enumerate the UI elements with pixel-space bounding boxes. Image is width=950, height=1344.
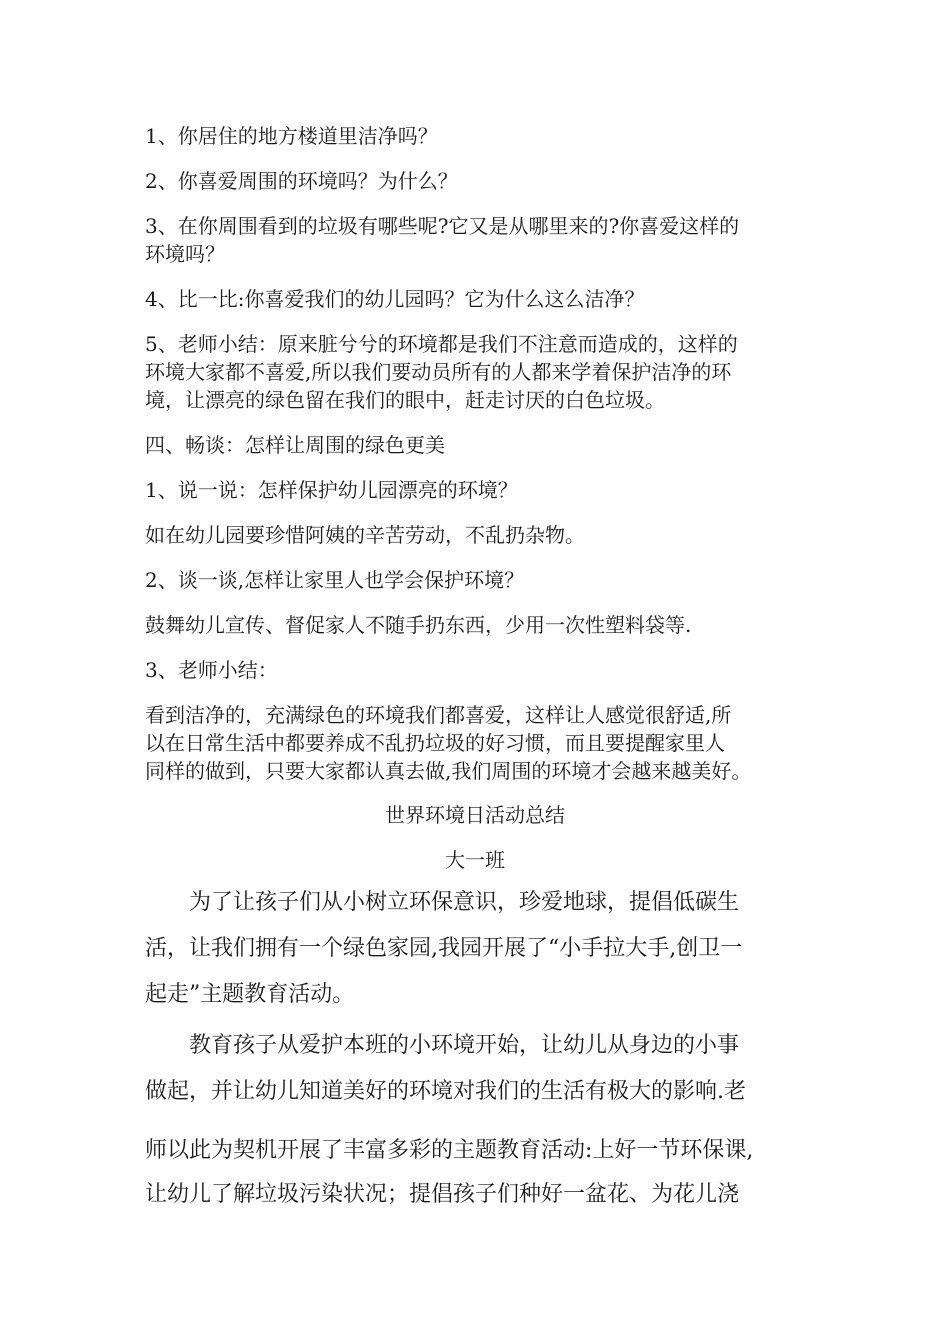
text-line: 5、老师小结：原来脏兮兮的环境都是我们不注意而造成的，这样的 — [145, 332, 738, 356]
text-line: 为了让孩子们从小树立环保意识，珍爱地球，提倡低碳生 — [145, 890, 740, 915]
text-line: 环境大家都不喜爱,所以我们要动员所有的人都来学着保护洁净的环 — [145, 360, 732, 384]
text-line: 1、说一说：怎样保护幼儿园漂亮的环境？ — [145, 478, 518, 502]
text-line: 师以此为契机开展了丰富多彩的主题教育活动:上好一节环保课, — [145, 1138, 754, 1163]
text-line: 同样的做到，只要大家都认真去做,我们周围的环境才会越来越美好。 — [145, 759, 752, 783]
text-line: 如在幼儿园要珍惜阿姨的辛苦劳动，不乱扔杂物。 — [145, 523, 585, 547]
text-line: 鼓舞幼儿宣传、督促家人不随手扔东西，少用一次性塑料袋等. — [145, 613, 692, 637]
text-line: 环境吗？ — [145, 242, 225, 266]
summary-subtitle: 大一班 — [445, 848, 505, 872]
text-line: 2、谈一谈,怎样让家里人也学会保护环境？ — [145, 568, 525, 592]
text-line: 看到洁净的，充满绿色的环境我们都喜爱，这样让人感觉很舒适,所 — [145, 703, 732, 727]
text-line: 让幼儿了解垃圾污染状况；提倡孩子们种好一盆花、为花儿浇 — [145, 1182, 740, 1207]
summary-title: 世界环境日活动总结 — [385, 803, 565, 827]
text-line: 境，让漂亮的绿色留在我们的眼中，赶走讨厌的白色垃圾。 — [145, 388, 665, 412]
text-line: 3、在你周围看到的垃圾有哪些呢?它又是从哪里来的?你喜爱这样的 — [145, 214, 740, 238]
text-line: 2、你喜爱周围的环境吗？为什么？ — [145, 169, 458, 193]
text-line: 做起，并让幼儿知道美好的环境对我们的生活有极大的影响.老 — [145, 1079, 746, 1104]
text-line: 3、老师小结： — [145, 658, 278, 682]
text-line: 活，让我们拥有一个绿色家园,我园开展了“小手拉大手,创卫一 — [145, 936, 743, 961]
text-line: 起走”主题教育活动。 — [145, 982, 355, 1007]
text-line: 4、比一比:你喜爱我们的幼儿园吗？它为什么这么洁净？ — [145, 287, 645, 311]
text-line: 1、你居住的地方楼道里洁净吗？ — [145, 124, 438, 148]
text-line: 教育孩子从爱护本班的小环境开始，让幼儿从身边的小事 — [145, 1033, 740, 1058]
section-heading: 四、畅谈：怎样让周围的绿色更美 — [145, 433, 445, 457]
text-line: 以在日常生活中都要养成不乱扔垃圾的好习惯，而且要提醒家里人 — [145, 731, 725, 755]
